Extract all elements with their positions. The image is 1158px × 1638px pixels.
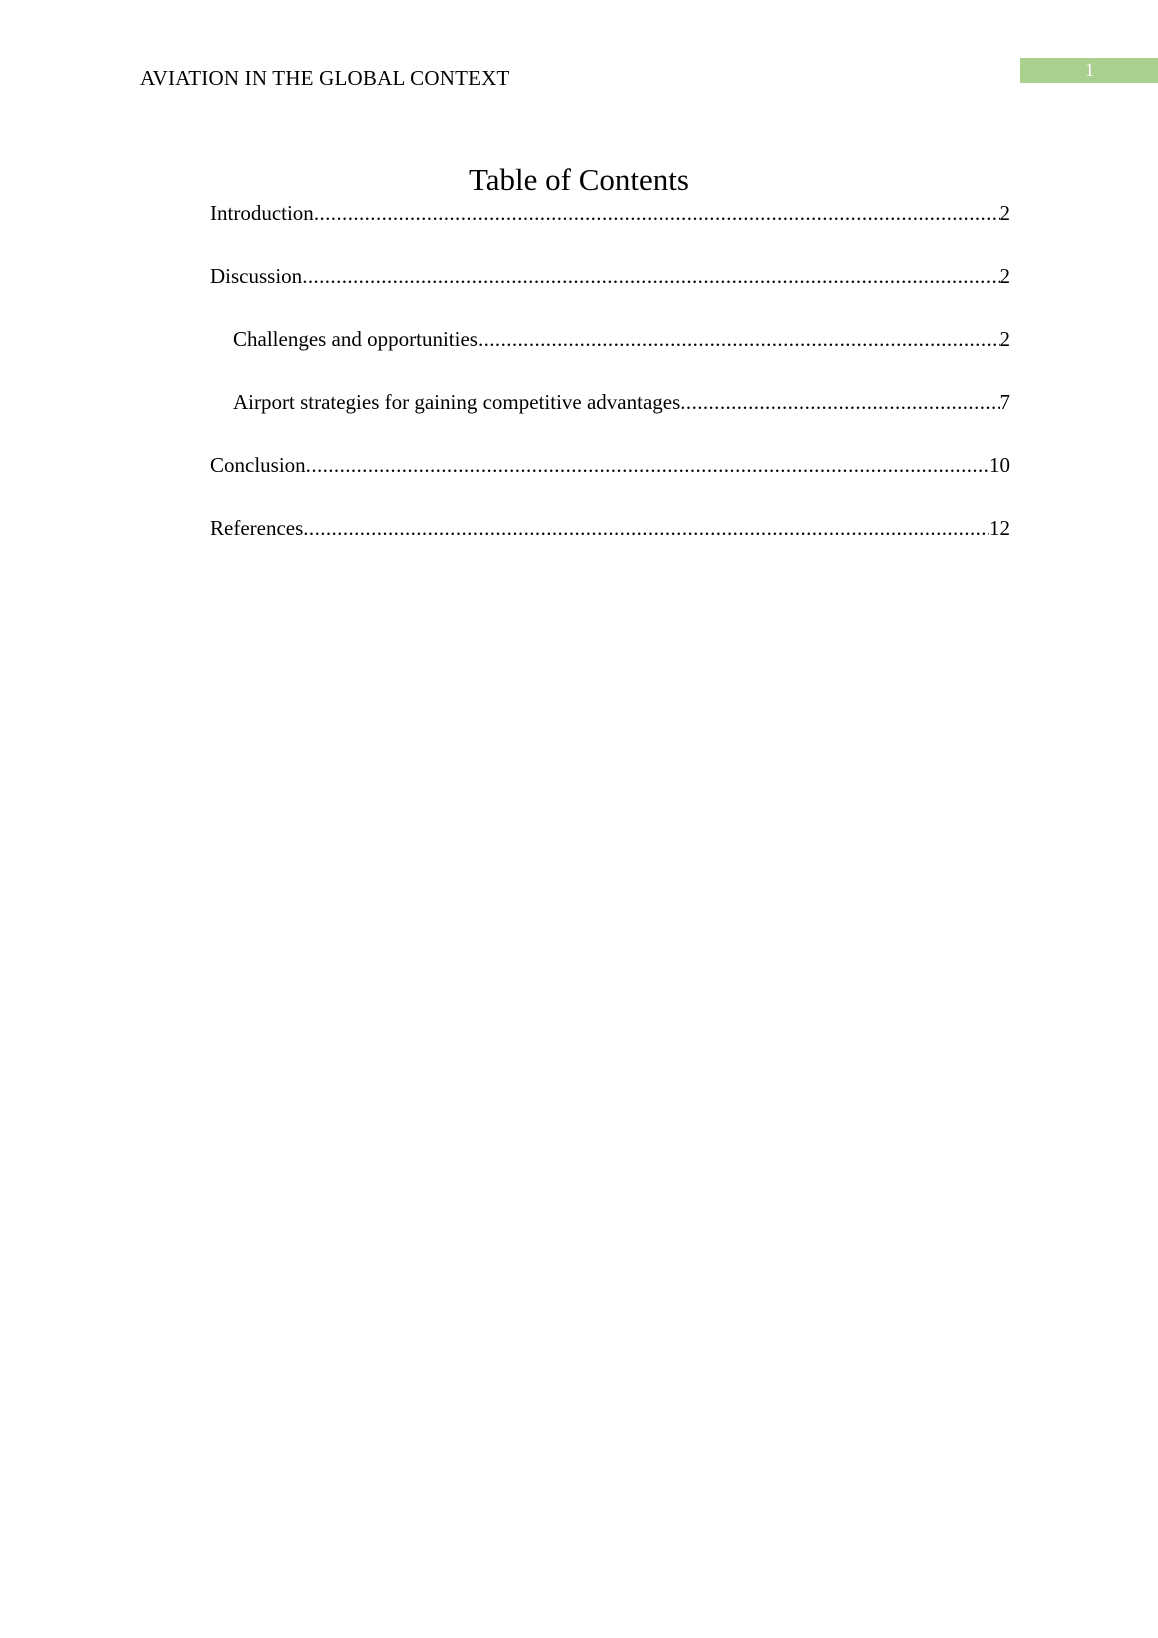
toc-entry-airport-strategies[interactable]	[233, 388, 1010, 416]
toc-dot-leader	[314, 199, 1000, 227]
toc-entry-page: 2	[999, 264, 1010, 288]
toc-dot-leader	[680, 388, 999, 416]
toc-entry-discussion[interactable]	[210, 262, 1010, 290]
toc-title: Table of Contents	[469, 162, 689, 197]
toc-entry-label: Conclusion	[210, 453, 306, 477]
toc-entry-page: 12	[989, 516, 1010, 540]
toc-entry-label: Discussion	[210, 264, 303, 288]
toc-entry-label: Challenges and opportunities	[233, 327, 478, 351]
toc-entry-page: 10	[989, 453, 1010, 477]
toc-dot-leader	[306, 451, 989, 479]
toc-entry-challenges-and-opportunities[interactable]	[233, 325, 1010, 353]
toc-dot-leader	[302, 262, 999, 290]
toc-entry-page: 2	[999, 201, 1010, 225]
toc-dot-leader	[478, 325, 1000, 353]
toc-entry-conclusion[interactable]	[210, 451, 1010, 479]
toc-entry-page: 2	[999, 327, 1010, 351]
page-number: 1	[1020, 58, 1158, 83]
toc-entry-references[interactable]	[210, 514, 1010, 542]
toc-entry-label: References	[210, 516, 304, 540]
running-head: AVIATION IN THE GLOBAL CONTEXT	[140, 66, 510, 90]
toc-entry-introduction[interactable]	[210, 199, 1010, 227]
toc-dot-leader	[303, 514, 989, 542]
toc-entry-page: 7	[999, 390, 1010, 414]
toc-entry-label: Introduction	[210, 201, 314, 225]
toc-entry-label: Airport strategies for gaining competitive advantages	[233, 390, 681, 414]
